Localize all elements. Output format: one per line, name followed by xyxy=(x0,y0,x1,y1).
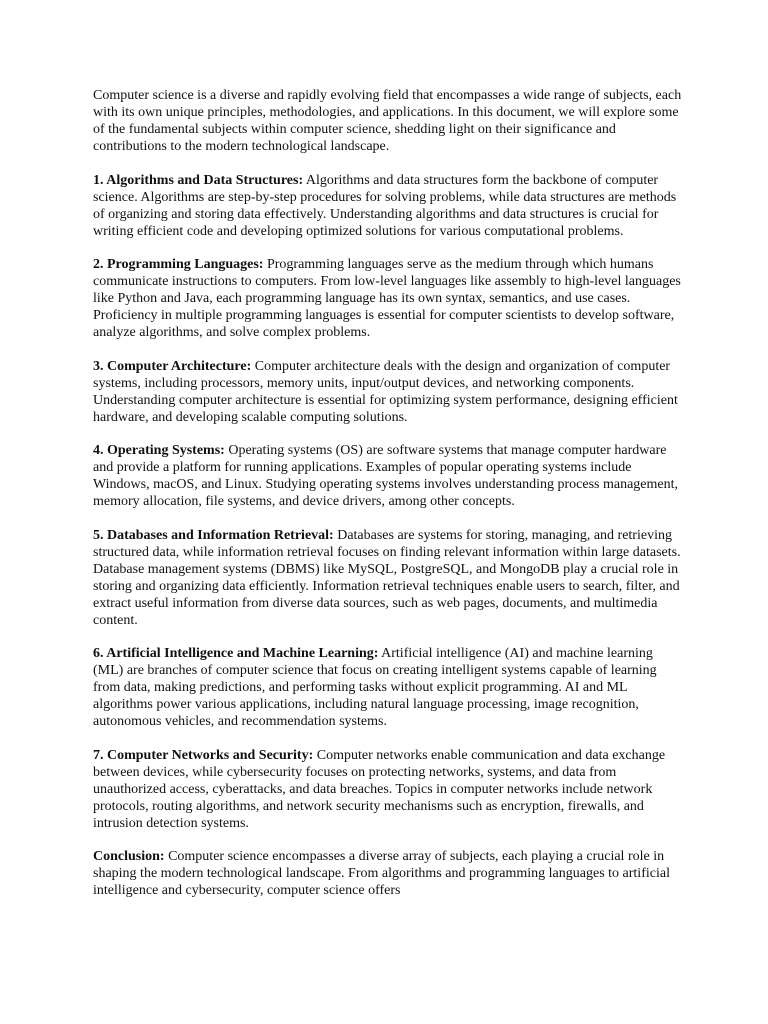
section-heading: 3. Computer Architecture: xyxy=(93,358,252,374)
section-networks-security xyxy=(93,747,683,832)
section-conclusion xyxy=(93,848,683,899)
section-body: Computer science encompasses a diverse array of subjects, each playing a crucial role in shaping the modern technological landscape. From algorithms and programming languages to artificial intelligence and cybersecurity, computer science offers xyxy=(93,849,670,898)
section-programming-languages xyxy=(93,256,683,341)
section-body: Databases are systems for storing, managing, and retrieving structured data, while information retrieval focuses on finding relevant information within large datasets. Database management systems (DBMS) like MySQL, PostgreSQL, and MongoDB play a crucial role in storing and organizing data efficiently. Information retrieval techniques enable users to search, filter, and extract useful information from diverse data sources, such as web pages, documents, and multimedia content. xyxy=(93,527,681,628)
section-operating-systems xyxy=(93,442,683,510)
section-body: Computer architecture deals with the design and organization of computer systems, including processors, memory units, input/output devices, and networking components. Understanding computer architecture is essential for optimizing system performance, designing efficient hardware, and developing scalable computing solutions. xyxy=(93,358,678,425)
section-heading: 5. Databases and Information Retrieval: xyxy=(93,527,334,543)
section-heading: 2. Programming Languages: xyxy=(93,257,264,272)
section-heading: 4. Operating Systems: xyxy=(93,443,225,458)
section-body: Operating systems (OS) are software systems that manage computer hardware and provide a platform for running applications. Examples of popular operating systems include Windows, macOS, and Linux. Studying operating systems involves understanding process management, memory allocation, file systems, and device drivers, among other concepts. xyxy=(93,443,679,509)
section-body: Algorithms and data structures form the backbone of computer science. Algorithms are step-by-step procedures for solving problems, while data structures are methods of organizing and storing data effectively. Understanding algorithms and data structures is crucial for writing efficient code and developing optimized solutions for various computational problems. xyxy=(93,172,677,239)
intro-paragraph: Computer science is a diverse and rapidly evolving field that encompasses a wide range of subjects, each with its own unique principles, methodologies, and applications. In this document, we will explore some of the fundamental subjects within computer science, shedding light on their significance and contributions to the modern technological landscape. xyxy=(93,88,682,154)
section-algorithms xyxy=(93,172,683,240)
section-body: Computer networks enable communication and data exchange between devices, while cybersecurity focuses on protecting networks, systems, and data from unauthorized access, cyberattacks, and data breaches. Topics in computer networks include network protocols, routing algorithms, and network security mechanisms such as encryption, firewalls, and intrusion detection systems. xyxy=(93,747,666,831)
section-body: Programming languages serve as the medium through which humans communicate instructions to computers. From low-level languages like assembly to high-level languages like Python and Java, each programming language has its own syntax, semantics, and use cases. Proficiency in multiple programming languages is essential for computer scientists to develop software, analyze algorithms, and solve complex problems. xyxy=(93,257,681,340)
section-body: Artificial intelligence (AI) and machine learning (ML) are branches of computer science that focus on creating intelligent systems capable of learning from data, making predictions, and performing tasks without explicit programming. AI and ML algorithms power various applications, including natural language processing, image recognition, autonomous vehicles, and recommendation systems. xyxy=(93,646,657,729)
section-heading: 1. Algorithms and Data Structures: xyxy=(93,172,304,188)
section-heading: Conclusion: xyxy=(93,849,165,864)
document-body xyxy=(93,87,683,916)
section-heading: 6. Artificial Intelligence and Machine Learning: xyxy=(93,646,379,661)
section-databases xyxy=(93,527,683,629)
section-computer-architecture xyxy=(93,358,683,426)
section-ai-ml xyxy=(93,645,683,730)
section-heading: 7. Computer Networks and Security: xyxy=(93,747,314,763)
